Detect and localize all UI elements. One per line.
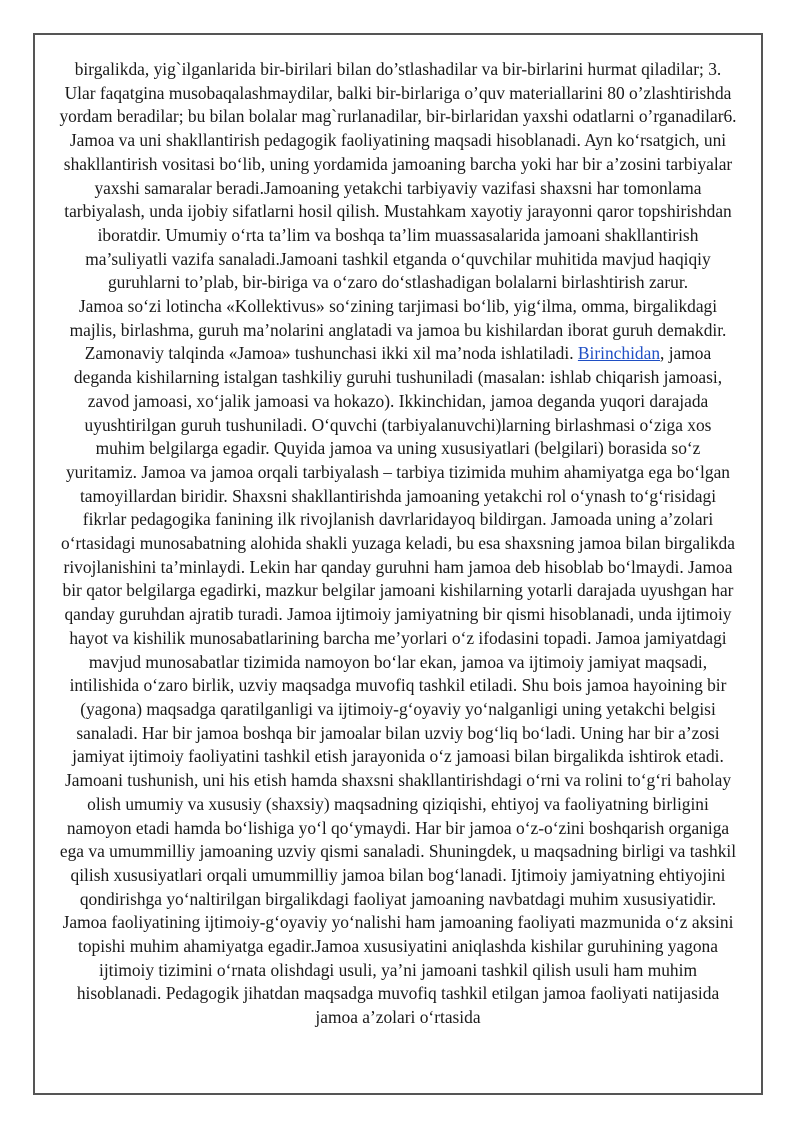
page-frame — [33, 33, 763, 1095]
paragraph-2-text-rest: , jamoa deganda kishilarning istalgan tashkiliy guruhi tushuniladi (masalan: ishlab chiqarish jamoasi, zavod jamoasi, xo‘jalik jamoasi va hokazo). Ikkinchidan, jamoa deganda yuqori darajada uyushtirilgan guruh tushuniladi. O‘quvchi (tarbiyalanuvchi)larning birlashmasi o‘ziga xos muhim belgilarga egadir. Quyida jamoa va uning xususiyatlari (belgilari) borasida so‘z yuritamiz. Jamoa va jamoa orqali tarbiyalash – tarbiya tizimida muhim ahamiyatga ega bo‘lgan tamoyillardan biridir. Shaxsni shakllantirishda jamoaning yetakchi rol o‘ynash to‘g‘risidagi fikrlar pedagogika fanining ilk rivojlanish davrlaridayoq bildirgan. Jamoada uning a’zolari o‘rtasidagi munosabatning alohida shakli yuzaga keladi, bu esa shaxsning jamoa bilan birgalikda rivojlanishini ta’minlaydi. Lekin har qanday guruhni ham jamoa deb hisoblab bo‘lmaydi. Jamoa bir qator belgilarga egadirki, mazkur belgilar jamoani kishilarning yotarli darajada uyushgan har qanday guruhdan ajratib turadi. Jamoa ijtimoiy jamiyatning bir qismi hisoblanadi, unda ijtimoiy hayot va kishilik munosabatlarining barcha me’yorlari o‘z ifodasini topadi. Jamoa jamiyatdagi mavjud munosabatlar tizimida namoyon bo‘lar ekan, jamoa va ijtimoiy jamiyat maqsadi, intilishida o‘zaro birlik, uzviy maqsadga muvofiq tashkil etiladi. Shu bois jamoa hayoining bir (yagona) maqsadga qaratilganligi va ijtimoiy-g‘oyaviy yo‘nalganligi uning yetakchi belgisi sanaladi. Har bir jamoa boshqa bir jamoalar bilan uzviy bog‘liq bo‘ladi. Uning har bir a’zosi jamiyat ijtimoiy faoliyatini tashkil etish jarayonida o‘z jamoasi bilan birgalikda ishtirok etadi. Jamoani tushunish, uni his etish hamda shaxsni shakllantirishdagi o‘rni va rolini to‘g‘ri baholay olish umumiy va xususiy (shaxsiy) maqsadning qiziqishi, ehtiyoj va faoliyatning birligini namoyon etadi hamda bo‘lishiga yo‘l qo‘ymaydi. Har bir jamoa o‘z-o‘zini boshqarish organiga ega va umummilliy jamoaning uzviy qismi sanaladi. Shuningdek, u maqsadning birligi va tashkil qilish xususiyatlari orqali umummilliy jamoa bilan bog‘lanadi. Ijtimoiy jamiyatning ehtiyojini qondirishga yo‘naltirilgan birgalikdagi faoliyat jamoaning navbatdagi muhim xususiyatidir. Jamoa faoliyatining ijtimoiy-g‘oyaviy yo‘nalishi ham jamoaning faoliyati mazmunida o‘z aksini topishi muhim ahamiyatga egadir.Jamoa xususiyatini aniqlashda kishilar guruhining yagona ijtimoiy tizimini o‘rnata olishdagi usuli, ya’ni jamoani tashkil qilish usuli ham muhim hisoblanadi. Pedagogik jihatdan maqsadga muvofiq tashkil etilgan jamoa faoliyati natijasida jamoa a’zolari o‘rtasida — [59, 343, 737, 1028]
document-body — [35, 35, 761, 1030]
paragraph-1: birgalikda, yig`ilganlarida bir-birilari bilan do’stlashadilar va bir-birlarini hurmat qiladilar; 3. Ular faqatgina musobaqalashmaydilar, balki bir-birlariga o’quv materiallarini 80 o’zlashtirishda yordam beradilar; bu bilan bolalar mag`rurlanadilar, bir-birlaridan yaxshi odatlarni o’rganadilar6. Jamoa va uni shakllantirish pedagogik faoliyatining maqsadi hisoblanadi. Ayn ko‘rsatgich, uni shakllantirish vositasi bo‘lib, uning yordamida jamoaning barcha yoki har bir a’zosini tarbiyalar yaxshi samaralar beradi.Jamoaning yetakchi tarbiyaviy vazifasi shaxsni har tomonlama tarbiyalash, unda ijobiy sifatlarni hosil qilish. Mustahkam xayotiy jarayonni qaror topshirishdan iboratdir. Umumiy o‘rta ta’lim va boshqa ta’lim muassasalarida jamoani shakllantirish ma’suliyatli vazifa sanaladi.Jamoani tashkil etganda o‘quvchilar muhitida mavjud haqiqiy guruhlarni to’plab, bir-biriga va o‘zaro do‘stlashadigan bolalarni birlashtirish zarur. — [59, 59, 737, 293]
birinchidan-link[interactable]: Birinchidan — [577, 343, 661, 364]
paragraph-2 — [59, 295, 737, 1030]
paragraph-2-text-start: Jamoa so‘zi lotincha «Kollektivus» so‘zining tarjimasi bo‘lib, yig‘ilma, omma, birgalikdagi majlis, birlashma, guruh ma’nolarini anglatadi va jamoa bu kishilardan iborat guruh demakdir. Zamonaviy talqinda «Jamoa» tushunchasi ikki xil ma’noda ishlatiladi. — [69, 296, 727, 364]
